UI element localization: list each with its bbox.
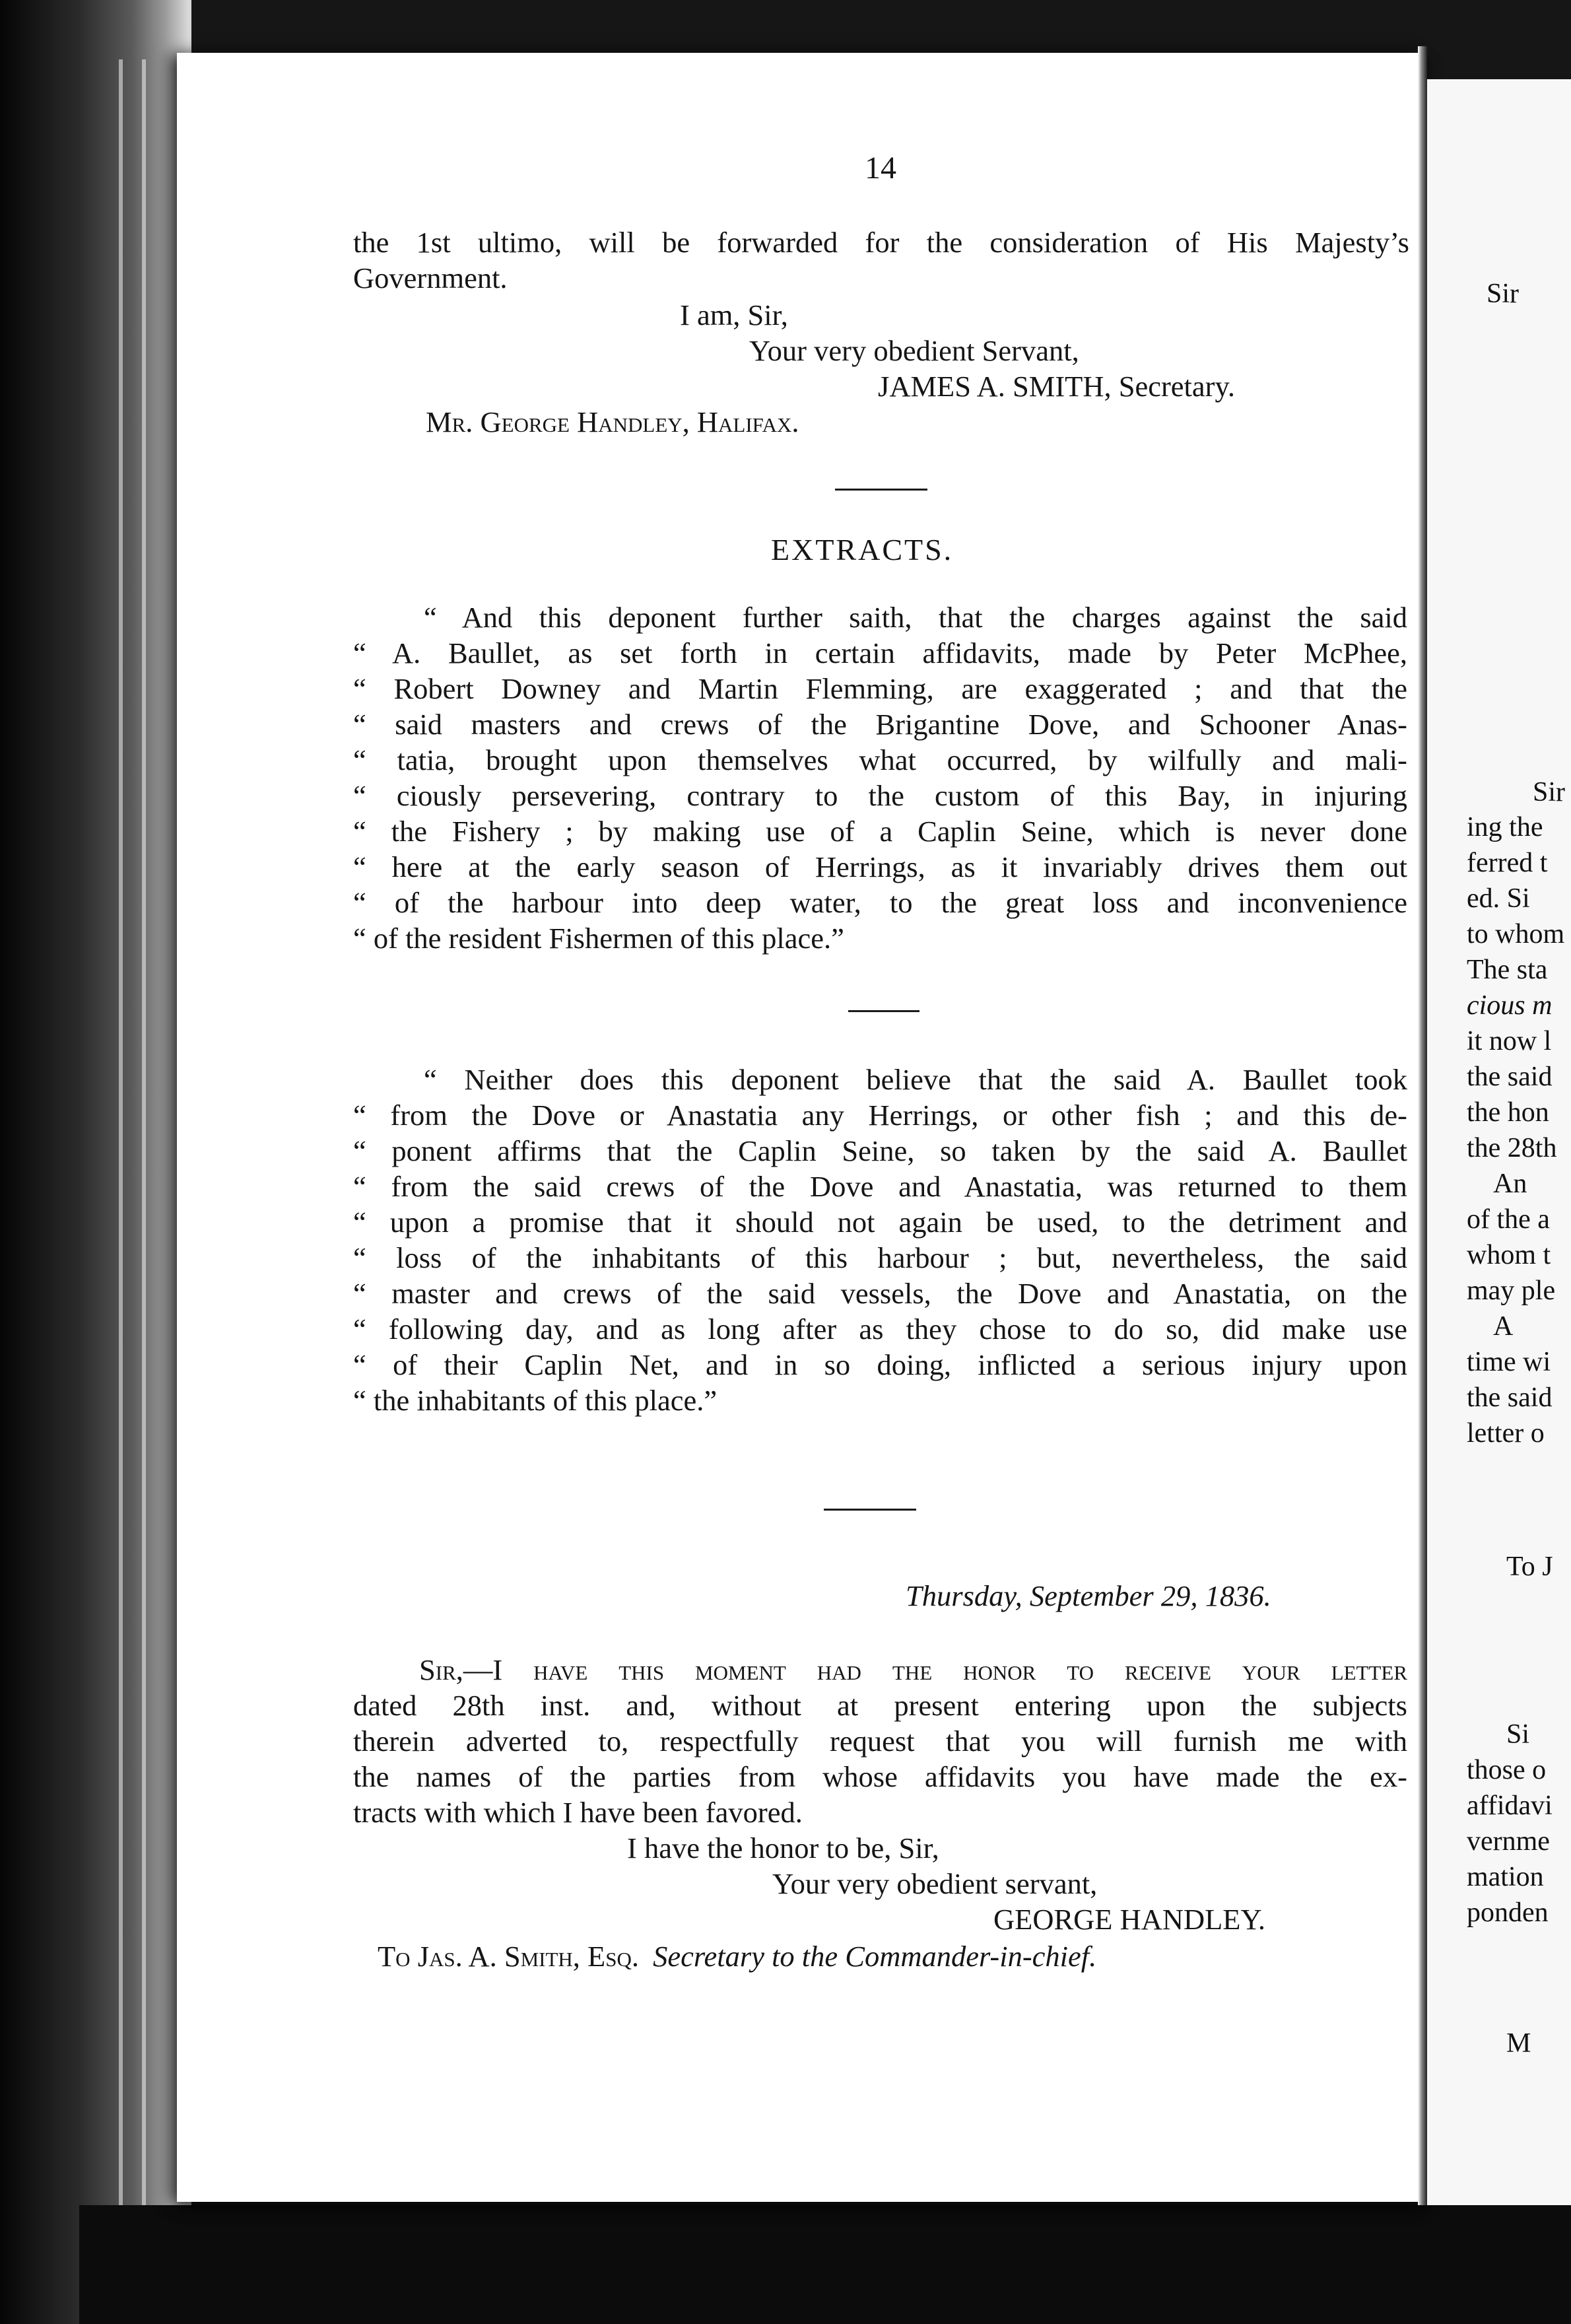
facing-page-fragment: may ple (1467, 1276, 1556, 1306)
quote-line: “ A. Baullet, as set forth in certain affidavits, made by Peter McPhee, (353, 636, 1407, 669)
section-divider (824, 1509, 916, 1511)
letter-line: dated 28th inst. and, without at present entering upon the subjects (353, 1689, 1407, 1722)
scan-bottom-edge (79, 2205, 1571, 2324)
quote-line: “ here at the early season of Herrings, as it invariably drives them out (353, 850, 1407, 883)
addressee-name: To Jas. A. Smith, Esq. (378, 1940, 639, 1973)
quote-line: “ Robert Downey and Martin Flemming, are exaggerated ; and that the (353, 672, 1407, 705)
quote-line: “ upon a promise that it should not again be used, to the detriment and (353, 1206, 1407, 1239)
quote-line: “ the Fishery ; by making use of a Caplin Seine, which is never done (353, 815, 1407, 848)
addressee-title: Secretary to the Commander-in-chief. (653, 1940, 1097, 1973)
facing-page-fragment: M (1506, 2028, 1531, 2059)
facing-page-fragment: the said (1467, 1062, 1553, 1092)
facing-page-fragment: to whom (1467, 919, 1565, 949)
section-divider (835, 489, 927, 491)
facing-page (1427, 79, 1571, 2205)
facing-page-fragment: the said (1467, 1383, 1553, 1413)
facing-page-fragment: cious m (1467, 990, 1553, 1021)
section-divider (848, 1010, 919, 1012)
facing-page-fragment: The sta (1467, 955, 1548, 985)
facing-page-fragment: ponden (1467, 1897, 1549, 1928)
quote-line: “ from the said crews of the Dove and Anastatia, was returned to them (353, 1170, 1407, 1203)
letter-date: Thursday, September 29, 1836. (906, 1579, 1271, 1612)
facing-page-fragment: ed. Si (1467, 883, 1530, 914)
facing-page-fragment: those o (1467, 1755, 1547, 1785)
section-heading: EXTRACTS. (771, 533, 954, 566)
facing-page-fragment: it now l (1467, 1026, 1552, 1056)
addressee: Mr. George Handley, Halifax. (426, 405, 799, 438)
salutation-close: I have the honor to be, Sir, (627, 1831, 939, 1864)
quote-line: “ following day, and as long after as they chose to do so, did make use (353, 1313, 1407, 1346)
quote-line: “ tatia, brought upon themselves what occurred, by wilfully and mali- (353, 743, 1407, 776)
binding-edge-line (142, 59, 146, 2258)
facing-page-fragment: time wi (1467, 1347, 1551, 1377)
quote-line: “ of the resident Fishermen of this place.” (353, 922, 844, 955)
quote-line: “ of the harbour into deep water, to the great loss and inconvenience (353, 886, 1407, 919)
page-number: 14 (865, 151, 896, 186)
quote-line: “ loss of the inhabitants of this harbour ; but, nevertheless, the said (353, 1241, 1407, 1274)
signature: JAMES A. SMITH, Secretary. (878, 370, 1235, 403)
facing-page-fragment: A (1493, 1311, 1514, 1342)
quote-line: “ said masters and crews of the Brigantine Dove, and Schooner Anas- (353, 708, 1407, 741)
facing-page-fragment: mation (1467, 1862, 1544, 1892)
quote-line: “ ponent affirms that the Caplin Seine, so taken by the said A. Baullet (353, 1134, 1407, 1167)
facing-page-fragment: Sir (1533, 777, 1566, 807)
letter-line: tracts with which I have been favored. (353, 1796, 803, 1829)
quote-line: “ Neither does this deponent believe that the said A. Baullet took (424, 1063, 1407, 1096)
letter-line: therein adverted to, respectfully request that you will furnish me with (353, 1725, 1407, 1758)
book-binding-shadow (0, 0, 191, 2324)
facing-page-fragment: of the a (1467, 1204, 1550, 1235)
letter-line: Sir,—I have this moment had the honor to receive your letter (419, 1653, 1407, 1686)
facing-page-fragment: ferred t (1467, 848, 1548, 878)
quote-line: “ ciously persevering, contrary to the custom of this Bay, in injuring (353, 779, 1407, 812)
facing-page-fragment: ing the (1467, 812, 1543, 842)
facing-page-fragment: letter o (1467, 1418, 1545, 1449)
facing-page-fragment: Si (1506, 1719, 1530, 1750)
quote-line: “ of their Caplin Net, and in so doing, inflicted a serious injury upon (353, 1348, 1407, 1381)
quote-line: “ the inhabitants of this place.” (353, 1384, 718, 1417)
page-gutter (1418, 46, 1427, 2205)
quote-line: “ And this deponent further saith, that the charges against the said (424, 601, 1407, 634)
facing-page-fragment: whom t (1467, 1240, 1551, 1270)
signature: GEORGE HANDLEY. (993, 1903, 1266, 1936)
letter-line: the names of the parties from whose affidavits you have made the ex- (353, 1760, 1407, 1793)
quote-line: “ from the Dove or Anastatia any Herrings, or other fish ; and this de- (353, 1099, 1407, 1132)
valediction: Your very obedient Servant, (749, 334, 1079, 367)
addressee (378, 1938, 1096, 1974)
quote-line: “ master and crews of the said vessels, the Dove and Anastatia, on the (353, 1277, 1407, 1310)
facing-page-fragment: To J (1506, 1552, 1553, 1582)
facing-page-fragment: vernme (1467, 1826, 1550, 1857)
facing-page-fragment: Sir (1487, 279, 1520, 309)
facing-page-fragment: affidavi (1467, 1791, 1553, 1821)
valediction: Your very obedient servant, (772, 1867, 1098, 1900)
facing-page-fragment: the 28th (1467, 1133, 1557, 1163)
body-text-line: Government. (353, 261, 508, 294)
facing-page-fragment: the hon (1467, 1097, 1549, 1128)
body-text-line: the 1st ultimo, will be forwarded for the consideration of His Majesty’s (353, 226, 1409, 259)
salutation-close: I am, Sir, (680, 298, 788, 331)
binding-edge-line (119, 59, 123, 2258)
facing-page-fragment: An (1493, 1169, 1527, 1199)
